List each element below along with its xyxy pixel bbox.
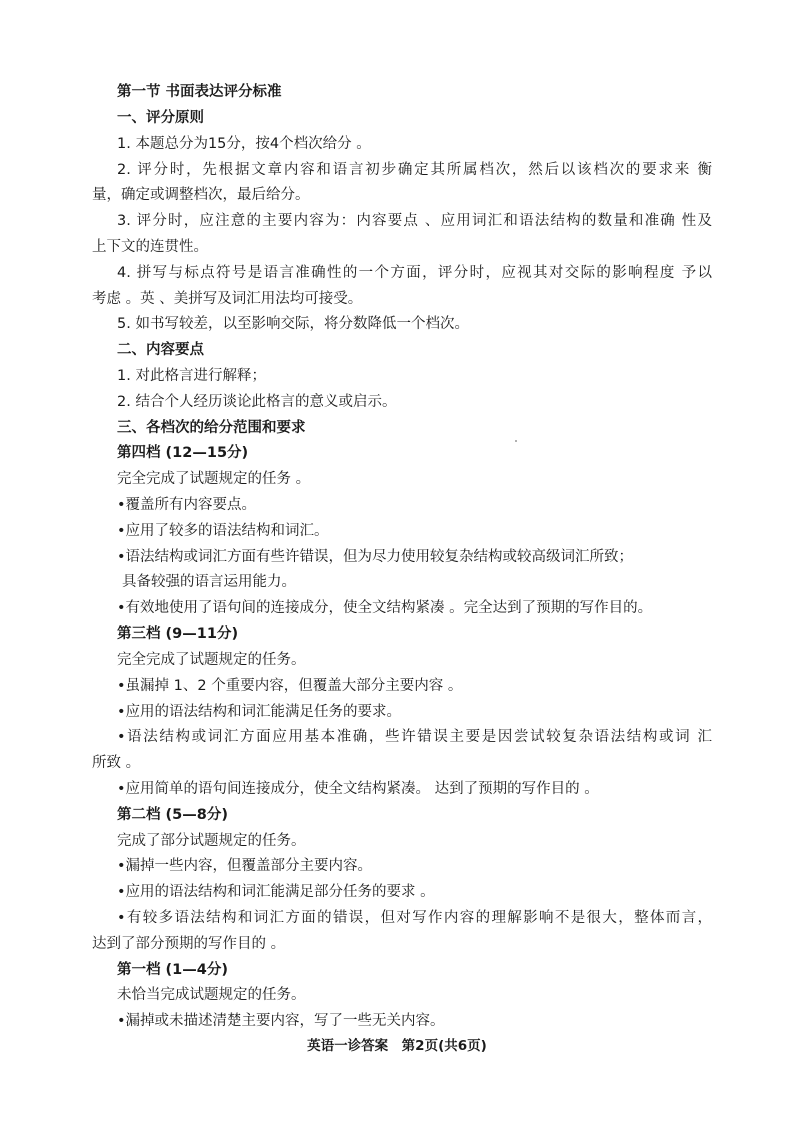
- level1-bullet-1: •漏掉或未描述清楚主要内容，写了一些无关内容。: [117, 1013, 445, 1029]
- level3-bullet-3-line1: •语法结构或词汇方面应用基本准确，些许错误主要是因尝试较复杂语法结构或词 汇: [117, 729, 712, 745]
- principles-heading: 一、评分原则: [117, 110, 204, 126]
- level2-bullet-2: •应用的语法结构和词汇能满足部分任务的要求 。: [117, 884, 435, 900]
- principle-4-line2: 考虑 。英 、美拼写及词汇用法均可接受。: [92, 291, 363, 307]
- principle-2-line1: 2. 评分时，先根据文章内容和语言初步确定其所属档次，然后以该档次的要求来 衡: [117, 162, 712, 178]
- level3-title: 第三档 (9—11分): [117, 626, 239, 642]
- level4-summary: 完全完成了试题规定的任务 。: [117, 471, 311, 487]
- level3-bullet-1: •虽漏掉 1、2 个重要内容，但覆盖大部分主要内容 。: [117, 678, 463, 694]
- level4-bullet-4: •有效地使用了语句间的连接成分，使全文结构紧凑 。完全达到了预期的写作目的。: [117, 600, 653, 616]
- principle-4-line1: 4. 拼写与标点符号是语言准确性的一个方面，评分时，应视其对交际的影响程度 予以: [117, 265, 712, 281]
- level2-bullet-3-line1: •有较多语法结构和词汇方面的错误，但对写作内容的理解影响不是很大，整体而言，: [117, 910, 712, 926]
- content-point-2: 2. 结合个人经历谈论此格言的意义或启示。: [117, 394, 397, 410]
- level2-bullet-3-line2: 达到了部分预期的写作目的 。: [92, 936, 286, 952]
- content-points-heading: 二、内容要点: [117, 342, 204, 358]
- level2-bullet-1: •漏掉一些内容，但覆盖部分主要内容。: [117, 858, 373, 874]
- principle-5: 5. 如书写较差，以至影响交际，将分数降低一个档次。: [117, 316, 469, 332]
- level4-bullet-3-line2: 具备较强的语言运用能力。: [122, 574, 296, 590]
- level3-bullet-3-line2: 所致 。: [92, 755, 141, 771]
- level3-summary: 完全完成了试题规定的任务。: [117, 652, 306, 668]
- scan-speck: [515, 440, 517, 442]
- level4-title: 第四档 (12—15分): [117, 445, 249, 461]
- level3-bullet-2: •应用的语法结构和词汇能满足任务的要求。: [117, 704, 402, 720]
- principle-1: 1. 本题总分为15分，按4个档次给分 。: [117, 136, 371, 152]
- level1-summary: 未恰当完成试题规定的任务。: [117, 987, 306, 1003]
- level4-bullet-2: •应用了较多的语法结构和词汇。: [117, 523, 329, 539]
- level2-summary: 完成了部分试题规定的任务。: [117, 833, 306, 849]
- principle-3-line1: 3. 评分时，应注意的主要内容为：内容要点 、应用词汇和语法结构的数量和准确 性及: [117, 213, 712, 229]
- content-point-1: 1. 对此格言进行解释；: [117, 368, 266, 384]
- level2-title: 第二档 (5—8分): [117, 807, 228, 823]
- level1-title: 第一档 (1—4分): [117, 962, 228, 978]
- level3-bullet-4: •应用简单的语句间连接成分，使全文结构紧凑。 达到了预期的写作目的 。: [117, 781, 599, 797]
- section-title: 第一节 书面表达评分标准: [117, 84, 282, 100]
- levels-heading: 三、各档次的给分范围和要求: [117, 420, 306, 436]
- principle-3-line2: 上下文的连贯性。: [92, 239, 208, 255]
- level4-bullet-3-line1: •语法结构或词汇方面有些许错误，但为尽力使用较复杂结构或较高级词汇所致；: [117, 549, 634, 565]
- page-footer: 英语一诊答案 第2页(共6页): [307, 1038, 487, 1054]
- principle-2-line2: 量，确定或调整档次，最后给分。: [92, 187, 310, 203]
- level4-bullet-1: •覆盖所有内容要点。: [117, 497, 257, 513]
